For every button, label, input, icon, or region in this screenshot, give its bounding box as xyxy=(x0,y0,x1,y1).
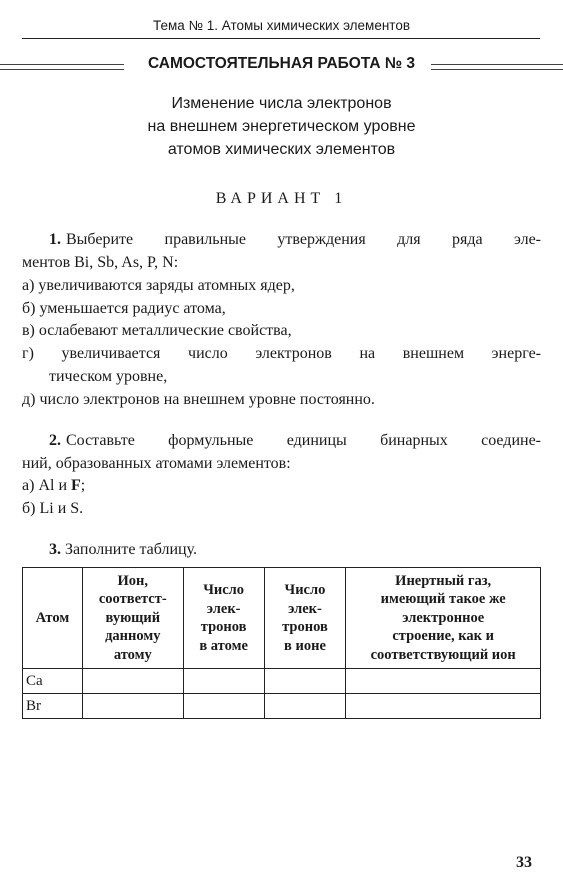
header-rule xyxy=(22,38,540,39)
task2-text: Составьте формульные единицы бинарных соедине- xyxy=(66,432,541,449)
option-a-end: ; xyxy=(80,477,86,494)
cell-ion[interactable] xyxy=(82,669,183,694)
table-row xyxy=(23,694,541,719)
running-header: Тема № 1. Атомы химических элементов xyxy=(152,18,411,33)
element-symbol: F xyxy=(71,477,81,494)
task1-line1 xyxy=(49,231,541,249)
option-a-prefix: а) xyxy=(22,477,39,494)
table-row xyxy=(23,669,541,694)
topic-heading xyxy=(0,92,563,161)
header-noble-gas: Инертный газ, имеющий такое же электронное строение, как и соответствующий ион xyxy=(346,568,541,669)
task1-option: в) ослабевают металлические свойства, xyxy=(22,322,292,339)
topic-line: атомов химических элементов xyxy=(167,141,396,158)
header-electrons-ion: Число элек- тронов в ионе xyxy=(264,568,346,669)
topic-line: на внешнем энергетическом уровне xyxy=(147,118,416,135)
task1-option: д) число электронов на внешнем уровне постоянно. xyxy=(22,391,375,408)
element-symbol: Al xyxy=(38,477,55,494)
task2-line1 xyxy=(49,432,541,450)
cell-atom: Ca xyxy=(23,669,83,694)
header-ion: Ион, соответст- вующий данному атому xyxy=(82,568,183,669)
task2-option-b: б) Li и S. xyxy=(22,500,84,517)
task3-line xyxy=(49,541,197,559)
task2-line2: ний, образованных атомами элементов: xyxy=(22,455,291,472)
page-number: 33 xyxy=(516,854,532,871)
task2-number: 2. xyxy=(49,432,61,449)
cell-ion[interactable] xyxy=(82,694,183,719)
option-a-conjunction: и xyxy=(54,477,71,494)
topic-line: Изменение числа электронов xyxy=(171,95,392,112)
cell-noble-gas[interactable] xyxy=(346,694,541,719)
table-header-row xyxy=(23,568,541,669)
task3-text: Заполните таблицу. xyxy=(65,541,197,558)
cell-electrons-ion[interactable] xyxy=(264,669,346,694)
work-title: САМОСТОЯТЕЛЬНАЯ РАБОТА № 3 xyxy=(147,55,416,72)
cell-noble-gas[interactable] xyxy=(346,669,541,694)
header-electrons-atom: Число элек- тронов в атоме xyxy=(183,568,264,669)
ion-table xyxy=(22,567,541,719)
task3-number: 3. xyxy=(49,541,61,558)
header-atom: Атом xyxy=(23,568,83,669)
cell-atom: Br xyxy=(23,694,83,719)
task1-number: 1. xyxy=(49,231,61,248)
cell-electrons-atom[interactable] xyxy=(183,669,264,694)
task1-line2: ментов Bi, Sb, As, P, N: xyxy=(22,254,179,271)
work-title-row xyxy=(0,55,563,77)
task1-option: а) увеличиваются заряды атомных ядер, xyxy=(22,277,295,294)
title-divider-right xyxy=(431,64,563,70)
cell-electrons-atom[interactable] xyxy=(183,694,264,719)
task1-option: б) уменьшается радиус атома, xyxy=(22,300,226,317)
variant-heading: ВАРИАНТ 1 xyxy=(215,190,348,207)
task1-option-continued: тическом уровне, xyxy=(49,368,168,385)
task1-text: Выберите правильные утверждения для ряда эле- xyxy=(66,231,541,248)
task1-option: г) увеличивается число электронов на внешнем энерге- xyxy=(22,345,541,362)
cell-electrons-ion[interactable] xyxy=(264,694,346,719)
task2-option-a xyxy=(22,477,85,495)
